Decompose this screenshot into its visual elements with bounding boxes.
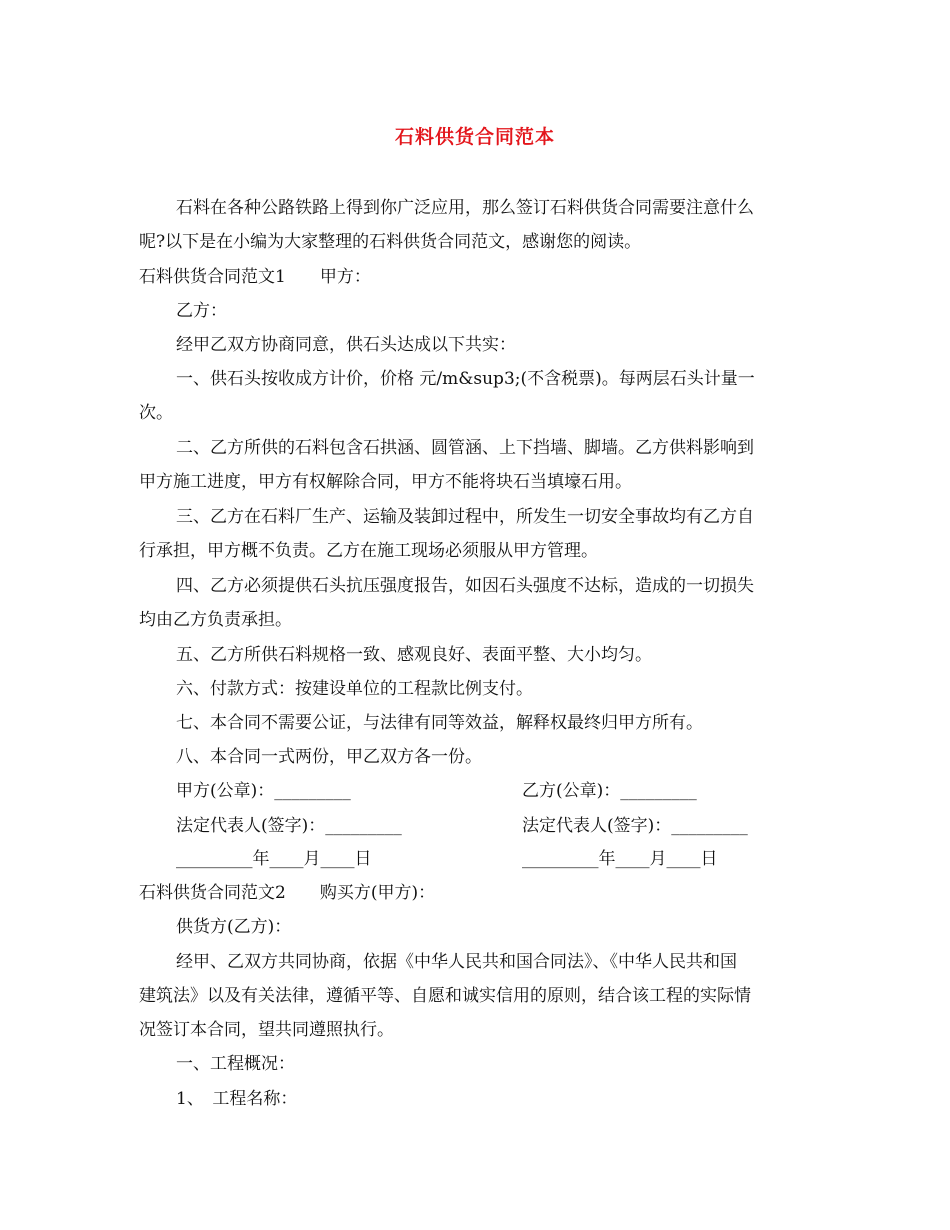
intro-line-1: 石料在各种公路铁路上得到你广泛应用，那么签订石料供货合同需要注意什么 <box>176 198 754 218</box>
clause-2-line-1: 二、乙方所供的石料包含石拱涵、圆管涵、上下挡墙、脚墙。乙方供料影响到 <box>176 438 754 458</box>
clause-4-line-1: 四、乙方必须提供石头抗压强度报告，如因石头强度不达标，造成的一切损失 <box>176 576 754 596</box>
section-1-heading: 一、工程概况： <box>176 1054 295 1074</box>
clause-3-line-1: 三、乙方在石料厂生产、运输及装卸过程中，所发生一切安全事故均有乙方自 <box>176 507 754 527</box>
clause-1-line-2: 次。 <box>139 403 173 423</box>
document-title: 石料供货合同范本 <box>394 126 555 148</box>
preamble-line-2: 建筑法》以及有关法律，遵循平等、自愿和诚实信用的原则，结合该工程的实际情 <box>139 986 751 1006</box>
clause-4-line-2: 均由乙方负责承担。 <box>139 610 292 630</box>
preamble-line-3: 况签订本合同，望共同遵照执行。 <box>139 1020 394 1040</box>
supplier-line: 供货方(乙方)： <box>176 917 292 937</box>
clause-2-line-2: 甲方施工进度，甲方有权解除合同，甲方不能将块石当填壕石用。 <box>139 472 632 492</box>
contract-2-heading: 石料供货合同范文2 购买方(甲方)： <box>139 883 436 903</box>
preamble-line-1: 经甲、乙双方共同协商，依据《中华人民共和国合同法》、《中华人民共和国 <box>176 952 737 972</box>
clause-1-line-1: 一、供石头按收成方计价，价格 元/m&sup3;(不含税票)。每两层石头计量一 <box>176 369 755 389</box>
project-name-field: 1、 工程名称： <box>176 1089 298 1109</box>
clause-8: 八、本合同一式两份，甲乙双方各一份。 <box>176 747 482 767</box>
agreement-line: 经甲乙双方协商同意，供石头达成以下共实： <box>176 335 516 355</box>
party-b-representative-field: 法定代表人(签字)：_________ <box>522 816 748 836</box>
party-a-date-field: _________年____月____日 <box>176 849 372 869</box>
party-b-seal-field: 乙方(公章)：_________ <box>522 781 697 801</box>
clause-3-line-2: 行承担，甲方概不负责。乙方在施工现场必须服从甲方管理。 <box>139 541 598 561</box>
party-b-line: 乙方： <box>176 301 227 321</box>
clause-5: 五、乙方所供石料规格一致、感观良好、表面平整、大小均匀。 <box>176 645 652 665</box>
clause-6: 六、付款方式：按建设单位的工程款比例支付。 <box>176 679 533 699</box>
party-b-date-field: _________年____月____日 <box>522 849 718 869</box>
party-a-seal-field: 甲方(公章)：_________ <box>176 781 351 801</box>
party-a-representative-field: 法定代表人(签字)：_________ <box>176 816 402 836</box>
clause-7: 七、本合同不需要公证，与法律有同等效益，解释权最终归甲方所有。 <box>176 713 703 733</box>
intro-line-2: 呢?以下是在小编为大家整理的石料供货合同范文，感谢您的阅读。 <box>139 232 642 252</box>
contract-1-heading: 石料供货合同范文1 甲方： <box>139 267 371 287</box>
